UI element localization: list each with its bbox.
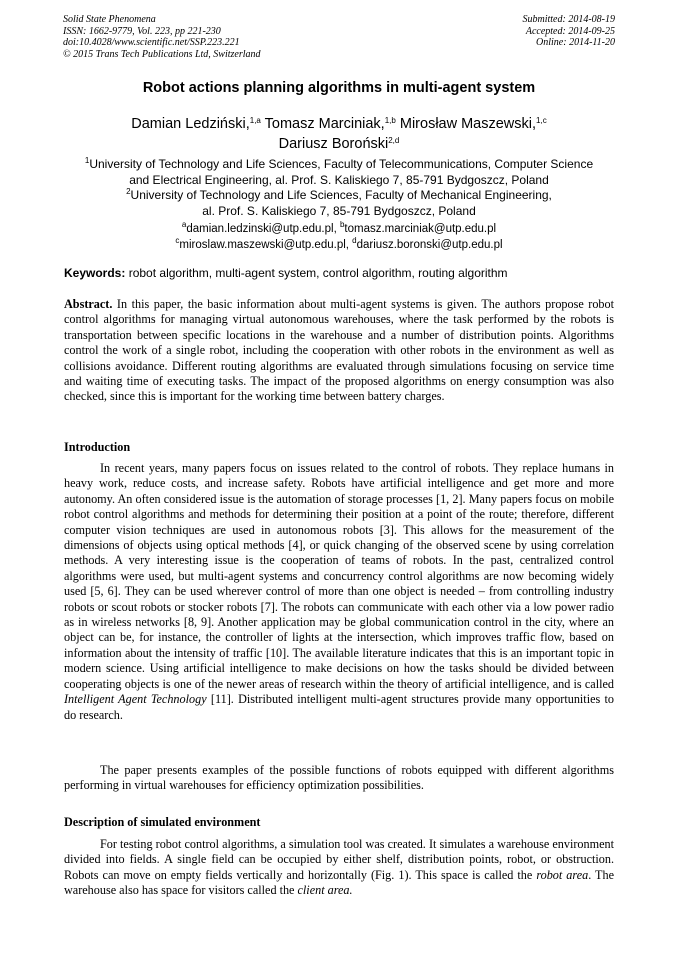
affiliation-1-line-2: and Electrical Engineering, al. Prof. S. Kaliskiego 7, 85-791 Bydgoszcz, Poland (129, 172, 549, 187)
email-a-sup: a (181, 220, 187, 229)
email-c-sup: c (175, 235, 180, 245)
journal-info (63, 14, 261, 60)
email-d-sup: d (352, 235, 357, 245)
abstract (64, 297, 614, 405)
robot-area-term: robot area (536, 867, 589, 882)
journal-name: Solid State Phenomena (63, 14, 156, 25)
section-heading-introduction: Introduction (64, 440, 131, 454)
client-area-term: client area. (297, 883, 353, 898)
author-2-sup: 1,b (384, 116, 396, 125)
email-line-2 (0, 235, 678, 254)
submitted-date: Submitted: 2014-08-19 (522, 14, 615, 25)
author-1: Damian Ledziński, (131, 116, 250, 132)
affiliations (0, 157, 678, 219)
affiliation-1-sup: 1 (84, 156, 90, 165)
introduction-paragraph-1: In recent years, many papers focus on issues related to the control of robots. They replace humans in heavy work, reduce costs, and increase safety. Robots have artificial intelligence and get more and more autonomy. An often considered issue is the automation of storage processes [1, 2]. Many papers focus on mobile robot control algorithms and methods for determining their position at a point of the route; therefore, different computer vision techniques are used in autonomous robots [3]. This allows for the measurement of the dimensions of objects using optical methods [4], or quick changing of the observed scene by using correlation methods. A very interesting issue is the cooperation of teams of robots. In the past, centralized control algorithms were used, but multi-agent systems and concurrency control algorithms are now becoming widely used [5, 6]. They can be used wherever control of more than one object is needed – from controlling industry robots or scout robots or stocker robots [7]. The robots can communicate with each other via a low power radio as in wireless networks [8, 9]. Another application may be global communication control in the city, where an object can be, for instance, the controller of lights at the intersection, which improves traffic flow, based on information about the intensity of traffic [10]. The available literature indicates that this is an important topic in modern science. Using artificial intelligence to make decisions on how the tasks should be divided between cooperating objects is one of the newer areas of research within the theory of artificial intelligence, and is called Intelligent Agent Technology [11]. Distributed intelligent multi-agent structures provide many opportunities to do research. (64, 461, 614, 722)
intelligent-agent-technology-term: Intelligent Agent Technology (64, 692, 207, 707)
author-3: Mirosław Maszewski, (399, 116, 537, 132)
email-b[interactable]: tomasz.marciniak@utp.edu.pl (344, 223, 497, 235)
keywords-text: robot algorithm, multi-agent system, control algorithm, routing algorithm (128, 266, 508, 280)
email-b-sup: b (339, 220, 345, 229)
online-date: Online: 2014-11-20 (536, 37, 615, 48)
keywords (64, 266, 624, 280)
affiliation-2-line-2: al. Prof. S. Kaliskiego 7, 85-791 Bydgoszcz, Poland (202, 203, 476, 218)
journal-copyright: © 2015 Trans Tech Publications Ltd, Switzerland (63, 48, 261, 60)
author-4-sup: 2,d (388, 135, 400, 145)
affiliation-2-line-1: $^2$University of Technology and Life Sciences, Faculty of Mechanical Engineering, (126, 187, 552, 202)
email-c[interactable]: miroslaw.maszewski@utp.edu.pl, (179, 238, 349, 251)
keywords-label: Keywords: (64, 266, 126, 280)
affiliation-2-sup: 2 (126, 187, 131, 196)
section-heading-simulated-environment: Description of simulated environment (64, 815, 261, 829)
accepted-date: Accepted: 2014-09-25 (525, 25, 615, 37)
email-d[interactable]: dariusz.boronski@utp.edu.pl (356, 238, 503, 251)
paper-title: Robot actions planning algorithms in multi-agent system (142, 80, 536, 96)
email-a[interactable]: damian.ledzinski@utp.edu.pl, (186, 223, 337, 235)
author-4: Dariusz Boroński (278, 135, 389, 152)
email-line-1 (0, 222, 678, 238)
author-2: Tomasz Marciniak, (264, 116, 385, 132)
abstract-label: Abstract. (64, 297, 113, 311)
author-line-1 (0, 115, 678, 135)
description-paragraph-1: For testing robot control algorithms, a simulation tool was created. It simulates a warehouse environment divided into fields. A single field can be occupied by either shelf, distribution points, robot, or obstruction. Robots can move on empty fields vertically and horizontally (Fig. 1). This space is called the robot area. The warehouse also has space for visitors called the client area. (64, 837, 614, 898)
journal-doi: doi:10.4028/www.scientific.net/SSP.223.221 (63, 37, 240, 48)
abstract-text: In this paper, the basic information about multi-agent systems is given. The authors propose robot control algorithms for managing virtual autonomous warehouses, where the task performed by the robots is transportation between specific locations in the warehouse and a number of distribution points. Algorithms control the work of a single robot, including the cooperation with other robots in the environment as well as collisions avoidance. Different routing algorithms are evaluated through simulations focusing on service time and waiting time of executing tasks. The impact of the proposed algorithms on energy consumption was also checked, since this is important for the working time between battery charges. (64, 297, 614, 404)
author-emails (0, 222, 678, 253)
introduction-paragraph-2: The paper presents examples of the possible functions of robots equipped with different algorithms performing in virtual warehouses for efficiency optimization possibilities. (64, 763, 614, 793)
submission-dates (523, 14, 616, 49)
affiliation-1-line-1: $^1$University of Technology and Life Sciences, Faculty of Telecommunications, Computer Science (84, 156, 594, 171)
author-3-sup: 1,c (536, 116, 547, 125)
author-list (0, 115, 678, 154)
journal-issn: ISSN: 1662-9779, Vol. 223, pp 221-230 (63, 25, 221, 37)
author-line-2 (0, 135, 678, 155)
author-1-sup: 1,a (249, 116, 261, 125)
